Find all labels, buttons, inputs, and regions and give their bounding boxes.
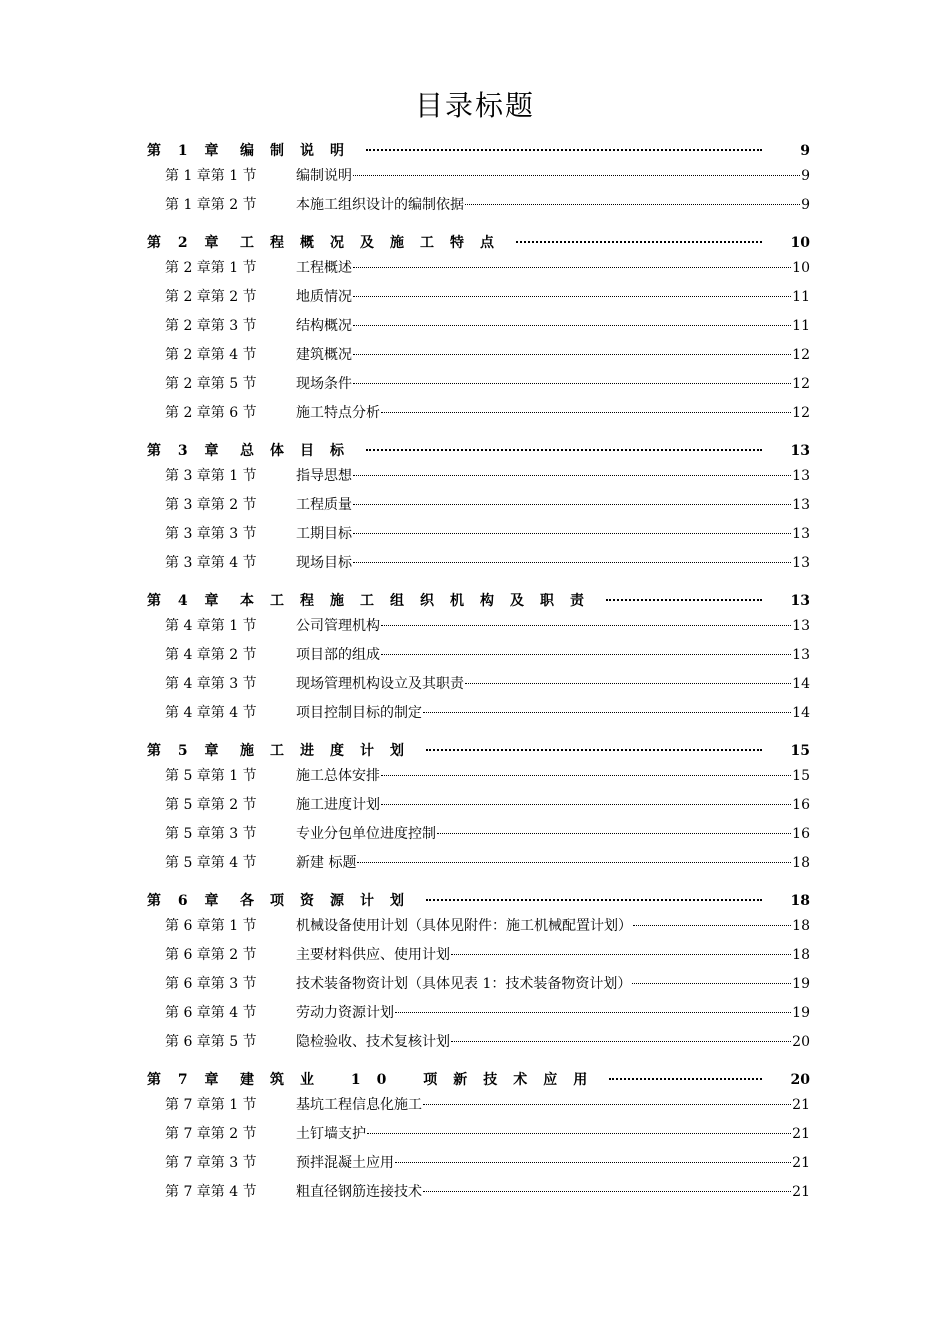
section-title: 机械设备使用计划（具体见附件：施工机械配置计划） [296, 918, 632, 934]
toc-section-entry[interactable] [147, 970, 810, 999]
chapter-title: 各项资源计划 [240, 893, 420, 909]
toc-section-entry[interactable] [147, 912, 810, 941]
dot-leader [353, 533, 791, 534]
section-page-number: 13 [792, 555, 810, 571]
section-number: 第 7 章第 4 节 [165, 1184, 257, 1200]
section-page-number: 13 [792, 468, 810, 484]
section-title: 指导思想 [296, 468, 352, 484]
chapter-title: 工程概况及施工特点 [240, 235, 510, 251]
section-title: 项目控制目标的制定 [296, 705, 422, 721]
section-title: 施工总体安排 [296, 768, 380, 784]
toc-section-entry[interactable] [147, 612, 810, 641]
chapter-number: 第 3 章 [147, 443, 225, 459]
section-number: 第 4 章第 2 节 [165, 647, 257, 663]
toc-section-entry[interactable] [147, 820, 810, 849]
section-page-number: 16 [792, 797, 810, 813]
chapter-title: 总体目标 [240, 443, 360, 459]
toc-chapter-entry[interactable] [147, 590, 810, 612]
chapter-page-number: 15 [790, 743, 810, 759]
section-number: 第 2 章第 1 节 [165, 260, 257, 276]
section-title: 编制说明 [296, 168, 352, 184]
section-page-number: 12 [792, 347, 810, 363]
section-number: 第 5 章第 4 节 [165, 855, 257, 871]
table-of-contents [147, 140, 810, 1207]
dot-leader [395, 1012, 791, 1013]
section-title: 新建 标题 [296, 855, 357, 871]
section-number: 第 6 章第 3 节 [165, 976, 257, 992]
chapter-title: 本工程施工组织机构及职责 [240, 593, 600, 609]
section-title: 主要材料供应、使用计划 [296, 947, 450, 963]
section-page-number: 13 [792, 618, 810, 634]
dot-leader [609, 1078, 762, 1080]
section-page-number: 21 [792, 1097, 810, 1113]
section-page-number: 15 [792, 768, 810, 784]
section-page-number: 13 [792, 647, 810, 663]
chapter-title: 施工进度计划 [240, 743, 420, 759]
section-page-number: 12 [792, 376, 810, 392]
toc-chapter-entry[interactable] [147, 740, 810, 762]
dot-leader [353, 267, 791, 268]
toc-section-entry[interactable] [147, 1120, 810, 1149]
section-title: 施工特点分析 [296, 405, 380, 421]
section-page-number: 14 [792, 676, 810, 692]
toc-section-entry[interactable] [147, 162, 810, 191]
section-number: 第 5 章第 3 节 [165, 826, 257, 842]
section-page-number: 16 [792, 826, 810, 842]
toc-section-entry[interactable] [147, 520, 810, 549]
toc-section-entry[interactable] [147, 1028, 810, 1057]
section-page-number: 18 [792, 947, 810, 963]
chapter-title: 建筑业 10 项新技术应用 [240, 1072, 604, 1088]
chapter-number: 第 6 章 [147, 893, 225, 909]
dot-leader [423, 712, 791, 713]
section-title: 地质情况 [296, 289, 352, 305]
dot-leader [381, 654, 791, 655]
section-title: 工程概述 [296, 260, 352, 276]
dot-leader [353, 354, 791, 355]
chapter-page-number: 13 [790, 593, 810, 609]
toc-section-entry[interactable] [147, 941, 810, 970]
toc-section-entry[interactable] [147, 254, 810, 283]
section-number: 第 3 章第 2 节 [165, 497, 257, 513]
toc-section-entry[interactable] [147, 549, 810, 578]
section-title: 公司管理机构 [296, 618, 380, 634]
section-number: 第 2 章第 2 节 [165, 289, 257, 305]
dot-leader [353, 175, 800, 176]
dot-leader [426, 749, 762, 751]
section-number: 第 4 章第 4 节 [165, 705, 257, 721]
section-page-number: 19 [792, 976, 810, 992]
dot-leader [381, 412, 791, 413]
toc-section-entry[interactable] [147, 191, 810, 220]
toc-chapter-entry[interactable] [147, 232, 810, 254]
section-page-number: 11 [792, 318, 810, 334]
section-page-number: 20 [792, 1034, 810, 1050]
toc-chapter-entry[interactable] [147, 890, 810, 912]
chapter-number: 第 5 章 [147, 743, 225, 759]
section-title: 基坑工程信息化施工 [296, 1097, 422, 1113]
dot-leader [423, 1104, 791, 1105]
dot-leader [353, 504, 791, 505]
section-number: 第 1 章第 1 节 [165, 168, 257, 184]
section-number: 第 5 章第 2 节 [165, 797, 257, 813]
dot-leader [367, 1133, 791, 1134]
dot-leader [606, 599, 762, 601]
section-title: 建筑概况 [296, 347, 352, 363]
section-number: 第 2 章第 4 节 [165, 347, 257, 363]
section-number: 第 7 章第 2 节 [165, 1126, 257, 1142]
section-page-number: 11 [792, 289, 810, 305]
chapter-number: 第 4 章 [147, 593, 225, 609]
toc-chapter-entry[interactable] [147, 1069, 810, 1091]
dot-leader [633, 925, 791, 926]
section-page-number: 10 [792, 260, 810, 276]
section-page-number: 13 [792, 497, 810, 513]
section-number: 第 5 章第 1 节 [165, 768, 257, 784]
toc-section-entry[interactable] [147, 341, 810, 370]
section-page-number: 14 [792, 705, 810, 721]
section-number: 第 7 章第 3 节 [165, 1155, 257, 1171]
section-title: 本施工组织设计的编制依据 [296, 197, 464, 213]
dot-leader [353, 383, 791, 384]
toc-section-entry[interactable] [147, 491, 810, 520]
section-page-number: 13 [792, 526, 810, 542]
section-title: 预拌混凝土应用 [296, 1155, 394, 1171]
section-page-number: 18 [792, 855, 810, 871]
section-title: 工程质量 [296, 497, 352, 513]
dot-leader [423, 1191, 791, 1192]
chapter-number: 第 7 章 [147, 1072, 225, 1088]
toc-section-entry[interactable] [147, 462, 810, 491]
section-number: 第 6 章第 5 节 [165, 1034, 257, 1050]
section-number: 第 2 章第 3 节 [165, 318, 257, 334]
section-title: 施工进度计划 [296, 797, 380, 813]
toc-section-entry[interactable] [147, 849, 810, 878]
toc-chapter-entry[interactable] [147, 440, 810, 462]
dot-leader [381, 625, 791, 626]
section-number: 第 4 章第 3 节 [165, 676, 257, 692]
dot-leader [353, 296, 791, 297]
dot-leader [395, 1162, 791, 1163]
dot-leader [465, 683, 791, 684]
toc-section-entry[interactable] [147, 283, 810, 312]
dot-leader [632, 983, 791, 984]
dot-leader [516, 241, 762, 243]
toc-section-entry[interactable] [147, 1178, 810, 1207]
section-title: 结构概况 [296, 318, 352, 334]
section-number: 第 3 章第 1 节 [165, 468, 257, 484]
dot-leader [353, 562, 791, 563]
section-title: 专业分包单位进度控制 [296, 826, 436, 842]
toc-section-entry[interactable] [147, 699, 810, 728]
toc-section-entry[interactable] [147, 762, 810, 791]
section-title: 现场条件 [296, 376, 352, 392]
toc-section-entry[interactable] [147, 999, 810, 1028]
dot-leader [465, 204, 800, 205]
toc-section-entry[interactable] [147, 670, 810, 699]
section-number: 第 6 章第 2 节 [165, 947, 257, 963]
toc-section-entry[interactable] [147, 791, 810, 820]
dot-leader [426, 899, 762, 901]
dot-leader [381, 804, 791, 805]
dot-leader [357, 862, 791, 863]
toc-title: 目录标题 [414, 89, 535, 122]
section-page-number: 9 [801, 168, 810, 184]
chapter-page-number: 20 [790, 1072, 810, 1088]
section-title: 技术装备物资计划（具体见表 1：技术装备物资计划） [296, 976, 632, 992]
chapter-page-number: 9 [800, 143, 810, 159]
toc-chapter-entry[interactable] [147, 140, 810, 162]
dot-leader [451, 954, 791, 955]
section-title: 工期目标 [296, 526, 352, 542]
dot-leader [366, 149, 762, 151]
toc-section-entry[interactable] [147, 1149, 810, 1178]
section-number: 第 4 章第 1 节 [165, 618, 257, 634]
section-number: 第 6 章第 4 节 [165, 1005, 257, 1021]
section-title: 项目部的组成 [296, 647, 380, 663]
section-number: 第 3 章第 3 节 [165, 526, 257, 542]
section-page-number: 21 [792, 1126, 810, 1142]
section-title: 现场目标 [296, 555, 352, 571]
dot-leader [353, 475, 791, 476]
toc-section-entry[interactable] [147, 1091, 810, 1120]
section-number: 第 7 章第 1 节 [165, 1097, 257, 1113]
section-number: 第 2 章第 6 节 [165, 405, 257, 421]
chapter-number: 第 2 章 [147, 235, 225, 251]
chapter-page-number: 18 [790, 893, 810, 909]
section-page-number: 12 [792, 405, 810, 421]
section-number: 第 6 章第 1 节 [165, 918, 257, 934]
section-page-number: 9 [801, 197, 810, 213]
toc-section-entry[interactable] [147, 399, 810, 428]
toc-section-entry[interactable] [147, 370, 810, 399]
section-title: 隐检验收、技术复核计划 [296, 1034, 450, 1050]
section-page-number: 21 [792, 1184, 810, 1200]
section-title: 劳动力资源计划 [296, 1005, 394, 1021]
section-page-number: 21 [792, 1155, 810, 1171]
section-number: 第 2 章第 5 节 [165, 376, 257, 392]
chapter-title: 编制说明 [240, 143, 360, 159]
section-page-number: 18 [792, 918, 810, 934]
dot-leader [451, 1041, 791, 1042]
section-title: 土钉墙支护 [296, 1126, 366, 1142]
section-number: 第 1 章第 2 节 [165, 197, 257, 213]
section-number: 第 3 章第 4 节 [165, 555, 257, 571]
dot-leader [366, 449, 762, 451]
dot-leader [381, 775, 791, 776]
chapter-number: 第 1 章 [147, 143, 225, 159]
toc-section-entry[interactable] [147, 641, 810, 670]
dot-leader [437, 833, 791, 834]
section-page-number: 19 [792, 1005, 810, 1021]
section-title: 现场管理机构设立及其职责 [296, 676, 464, 692]
chapter-page-number: 13 [790, 443, 810, 459]
toc-section-entry[interactable] [147, 312, 810, 341]
section-title: 粗直径钢筋连接技术 [296, 1184, 422, 1200]
dot-leader [353, 325, 791, 326]
chapter-page-number: 10 [790, 235, 810, 251]
